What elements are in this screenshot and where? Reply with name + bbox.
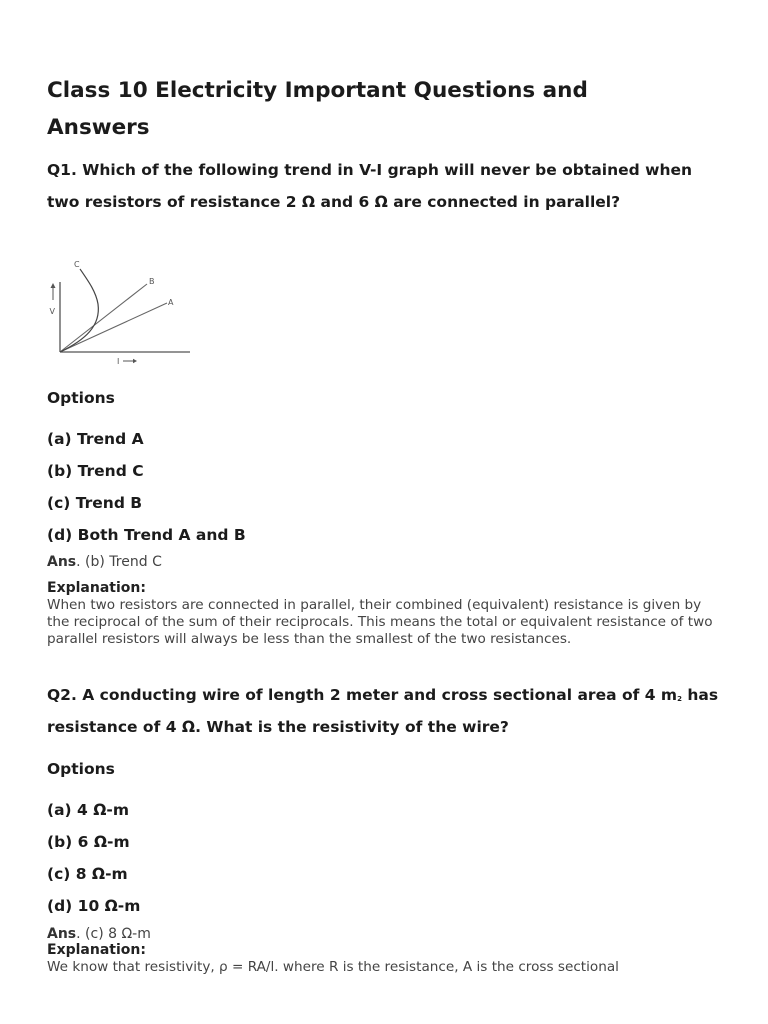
q1-explanation-heading: Explanation: [47, 580, 146, 596]
question-2-part1: Q2. A conducting wire of length 2 meter and cross sectional area of 4 m [47, 686, 678, 704]
trend-a-label: A [168, 298, 174, 307]
q1-answer-text: . (b) Trend C [76, 554, 162, 570]
q2-answer [47, 925, 151, 943]
graph-y-label: V [49, 307, 55, 316]
q1-explanation: When two resistors are connected in parallel, their combined (equivalent) resistance is given by the reciprocal of the sum of their reciprocals. This means the total or equivalent resistance of two parallel resistors will always be less than the smallest of the two resistances. [47, 597, 713, 647]
q1-option-c: (c) Trend B [47, 494, 143, 512]
q2-explanation: We know that resistivity, ρ = RA/l. where R is the resistance, A is the cross sectional [47, 959, 619, 975]
question-2-part2: has resistance of 4 Ω. What is the resistivity of the wire? [47, 686, 719, 736]
q1-answer [47, 553, 162, 571]
q2-explanation-heading: Explanation: [47, 942, 146, 958]
q2-answer-text: . (c) 8 Ω-m [76, 926, 151, 942]
question-2-superscript: 2 [677, 695, 682, 703]
q2-answer-label: Ans [47, 926, 77, 942]
q1-options-heading: Options [47, 389, 115, 407]
page-title: Class 10 Electricity Important Questions and Answers [47, 78, 588, 140]
q2-option-b: (b) 6 Ω-m [47, 833, 130, 851]
q1-answer-label: Ans [47, 554, 77, 570]
trend-c-label: C [74, 260, 80, 269]
question-2-text [47, 679, 727, 743]
q2-option-c: (c) 8 Ω-m [47, 865, 128, 883]
question-1-text: Q1. Which of the following trend in V-I graph will never be obtained when two resistors of resistance 2 Ω and 6 Ω are connected in parallel? [47, 161, 693, 211]
vi-graph [47, 256, 197, 368]
q2-option-a: (a) 4 Ω-m [47, 801, 129, 819]
trend-c-curve [60, 269, 98, 352]
q2-options-heading: Options [47, 760, 115, 778]
q2-option-d: (d) 10 Ω-m [47, 897, 141, 915]
q1-option-a: (a) Trend A [47, 430, 144, 448]
q1-option-d: (d) Both Trend A and B [47, 526, 246, 544]
q1-option-b: (b) Trend C [47, 462, 144, 480]
trend-b-label: B [149, 277, 155, 286]
graph-x-label: I [117, 357, 120, 366]
